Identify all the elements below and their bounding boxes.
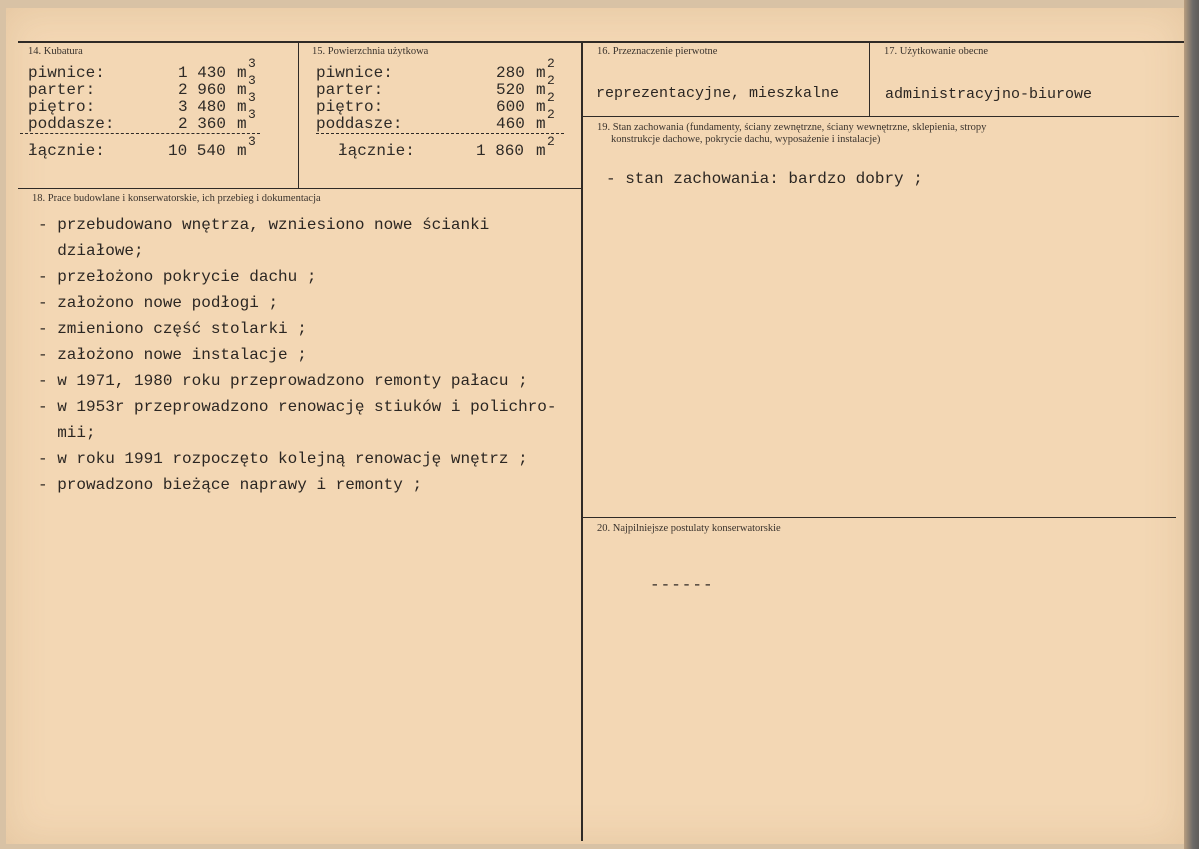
s18-line: - w roku 1991 rozpoczęto kolejną renowację wnętrz ;: [38, 450, 528, 468]
s18-line: - przebudowano wnętrza, wzniesiono nowe ścianki: [38, 216, 490, 234]
s18-line: - przełożono pokrycie dachu ;: [38, 268, 317, 286]
s14-sum-rule: [20, 133, 260, 134]
top-rule: [18, 41, 1184, 43]
s15-row-exp: 2: [547, 90, 555, 105]
s14-total-value: 10 540: [168, 142, 226, 160]
s14-row-name: parter:: [28, 81, 96, 99]
s18-line: - w 1971, 1980 roku przeprowadzono remonty pałacu ;: [38, 372, 528, 390]
s14-row-exp: 3: [248, 73, 256, 88]
s15-label: 15. Powierzchnia użytkowa: [312, 46, 429, 57]
rule-s16-s19: [583, 116, 1179, 117]
s14-row-name: piwnice:: [28, 64, 105, 82]
scan-edge: [1184, 0, 1199, 849]
s15-total-exp: 2: [547, 134, 555, 149]
s14-row-value: 2 960: [178, 81, 227, 99]
s15-row-value: 600: [496, 98, 525, 116]
s14-row-unit: m: [237, 115, 247, 133]
rule-s14-s15: [298, 43, 299, 188]
s15-row-value: 520: [496, 81, 525, 99]
s18-line: działowe;: [38, 242, 144, 260]
rule-center: [581, 43, 583, 841]
s14-row-unit: m: [237, 81, 247, 99]
s14-row-exp: 3: [248, 90, 256, 105]
s15-row-name: poddasze:: [316, 115, 403, 133]
s17-value: administracyjno-biurowe: [885, 86, 1093, 103]
s16-value: reprezentacyjne, mieszkalne: [596, 85, 840, 102]
s15-row-unit: m: [536, 98, 546, 116]
s14-row-value: 2 360: [178, 115, 227, 133]
s14-row-unit: m: [237, 98, 247, 116]
s14-row-unit: m: [237, 64, 247, 82]
s14-total-label: łącznie:: [28, 142, 105, 160]
s18-line: mii;: [38, 424, 96, 442]
s15-total-unit: m: [536, 142, 546, 160]
s14-row-name: piętro:: [28, 98, 96, 116]
s15-row-unit: m: [536, 64, 546, 82]
s18-line: - zmieniono część stolarki ;: [38, 320, 307, 338]
s18-label: 18. Prace budowlane i konserwatorskie, ich przebieg i dokumentacja: [32, 193, 321, 204]
s14-row-name: poddasze:: [28, 115, 115, 133]
s18-line: - prowadzono bieżące naprawy i remonty ;: [38, 476, 423, 494]
s17-label: 17. Użytkowanie obecne: [884, 46, 989, 57]
rule-s19-s20: [583, 517, 1176, 518]
s15-total-value: 1 860: [476, 142, 525, 160]
s14-row-exp: 3: [248, 56, 256, 71]
s14-row-exp: 3: [248, 107, 256, 122]
s19-value: - stan zachowania: bardzo dobry ;: [606, 170, 923, 188]
s15-row-name: piwnice:: [316, 64, 393, 82]
s14-total-exp: 3: [248, 134, 256, 149]
s14-row-value: 1 430: [178, 64, 227, 82]
s14-row-value: 3 480: [178, 98, 227, 116]
s19-label-line1: 19. Stan zachowania (fundamenty, ściany zewnętrzne, ściany wewnętrzne, sklepienia, stropy: [597, 122, 987, 133]
s15-row-exp: 2: [547, 107, 555, 122]
s15-row-value: 460: [496, 115, 525, 133]
s15-total-label: łącznie:: [338, 142, 415, 160]
s15-row-value: 280: [496, 64, 525, 82]
s14-label: 14. Kubatura: [28, 46, 83, 57]
s15-row-exp: 2: [547, 56, 555, 71]
s15-row-unit: m: [536, 81, 546, 99]
s15-row-exp: 2: [547, 73, 555, 88]
s15-sum-rule: [316, 133, 564, 134]
s18-line: - w 1953r przeprowadzono renowację stiuków i polichro-: [38, 398, 557, 416]
s16-label: 16. Przeznaczenie pierwotne: [597, 46, 718, 57]
s20-value: ------: [650, 576, 714, 594]
rule-s16-s17: [869, 43, 870, 116]
s18-line: - założono nowe podłogi ;: [38, 294, 279, 312]
s15-row-unit: m: [536, 115, 546, 133]
s20-label: 20. Najpilniejsze postulaty konserwatorskie: [597, 523, 781, 534]
s15-row-name: piętro:: [316, 98, 384, 116]
s15-row-name: parter:: [316, 81, 384, 99]
s14-total-unit: m: [237, 142, 247, 160]
rule-s14-s18: [18, 188, 581, 189]
s19-label-line2: konstrukcje dachowe, pokrycie dachu, wyposażenie i instalacje): [611, 134, 881, 145]
s18-line: - założono nowe instalacje ;: [38, 346, 307, 364]
